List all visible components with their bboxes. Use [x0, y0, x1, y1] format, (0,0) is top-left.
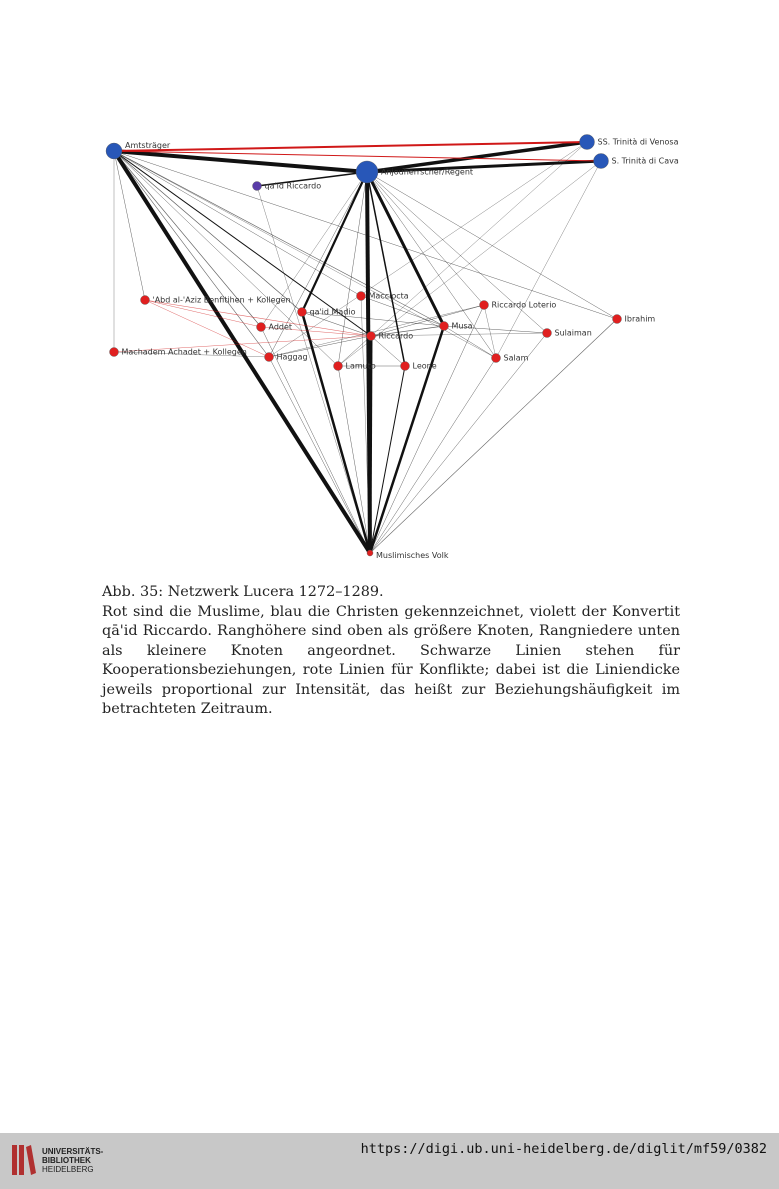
node-label-leone: Leone — [412, 361, 437, 371]
node-lamuto — [334, 362, 343, 371]
edge-anjou-qaid_madio — [302, 172, 367, 312]
node-label-qaid_madio: qa'id Madio — [309, 307, 356, 317]
node-label-muslimisches_volk: Muslimisches Volk — [376, 551, 449, 560]
node-musa — [440, 322, 449, 331]
node-label-ibrahim: Ibrahim — [624, 314, 656, 324]
edge-anjou-salam — [367, 172, 496, 358]
node-label-qaid_riccardo: qa'id Riccardo — [264, 181, 322, 191]
footer-bar — [0, 1133, 779, 1189]
node-venosa — [580, 135, 595, 150]
node-salam — [492, 354, 501, 363]
node-label-musa: Musa — [451, 321, 473, 331]
node-qaid_riccardo — [253, 182, 262, 191]
node-label-amtstraeger: Amtsträger — [125, 141, 171, 150]
node-label-cava: S. Trinità di Cava — [611, 156, 679, 166]
node-leone — [401, 362, 410, 371]
node-amtstraeger — [106, 143, 122, 159]
node-macciocta — [357, 292, 366, 301]
node-sulaiman — [543, 329, 552, 338]
edge-haggag-muslimisches_volk — [269, 357, 370, 553]
figure-caption — [102, 583, 680, 720]
node-label-riccardo_loterio: Riccardo Loterio — [491, 300, 557, 310]
node-label-machadem: Machadem Achadet + Kollegen — [121, 347, 247, 357]
node-label-lamuto: Lamuto — [345, 361, 376, 371]
library-logo-icon — [10, 1141, 36, 1179]
caption-body: Rot sind die Muslime, blau die Christen gekennzeichnet, violett der Konvertit qā'id Riccardo. Ranghöhere sind oben als größere Knoten, Rangniedere unten als kleinere Knoten angeordnet. Schwarze Linien stehen für Kooperationsbeziehungen, rote Linien für Konflikte; dabei ist die Liniendicke jeweils proportional zur Intensität, das heißt zur Beziehungshäufigkeit im betrachteten Zeitraum. — [102, 603, 680, 717]
node-label-abd_al_aziz: 'Abd al-'Aziz Benfitihen + Kollegen — [152, 295, 291, 305]
edge-salam-muslimisches_volk — [370, 358, 496, 553]
node-anjou — [356, 161, 378, 183]
node-riccardo_loterio — [480, 301, 489, 310]
caption-heading: Abb. 35: Netzwerk Lucera 1272–1289. — [102, 584, 384, 600]
node-qaid_madio — [298, 308, 307, 317]
edge-amtstraeger-macciocta — [114, 151, 361, 296]
node-label-haggag: Haggag — [276, 352, 308, 362]
node-label-riccardo: Riccardo — [378, 331, 414, 341]
edge-amtstraeger-anjou — [114, 151, 367, 172]
library-name — [42, 1147, 103, 1174]
edge-amtstraeger-qaid_madio — [114, 151, 302, 312]
edge-riccardo_loterio-muslimisches_volk — [370, 305, 484, 553]
library-name-line3: HEIDELBERG — [42, 1165, 94, 1174]
node-ibrahim — [613, 315, 622, 324]
edge-amtstraeger-venosa — [114, 142, 587, 151]
node-cava — [594, 154, 609, 169]
node-addet — [257, 323, 266, 332]
node-label-sulaiman: Sulaiman — [554, 328, 592, 338]
node-label-venosa: SS. Trinità di Venosa — [597, 137, 679, 147]
edge-anjou-musa — [367, 172, 444, 326]
library-name-line1: UNIVERSITÄTS- — [42, 1147, 104, 1156]
node-machadem — [110, 348, 119, 357]
edge-musa-muslimisches_volk — [370, 326, 444, 553]
node-riccardo — [367, 332, 376, 341]
node-abd_al_aziz — [141, 296, 150, 305]
edge-musa-salam — [444, 326, 496, 358]
digitization-url-link[interactable]: https://digi.ub.uni-heidelberg.de/diglit/mf59/0382 — [360, 1141, 767, 1157]
network-nodes — [106, 135, 679, 561]
edge-anjou-riccardo_loterio — [367, 172, 484, 305]
node-label-anjou: Anjouherrscher/Regent — [381, 167, 474, 177]
network-figure — [0, 0, 779, 580]
node-muslimisches_volk — [367, 550, 373, 556]
edge-riccardo_loterio-salam — [484, 305, 496, 358]
node-haggag — [265, 353, 274, 362]
node-label-macciocta: Macciocta — [368, 291, 409, 301]
edge-amtstraeger-haggag — [114, 151, 269, 357]
library-name-line2: BIBLIOTHEK — [42, 1156, 91, 1165]
node-label-addet: Addet — [268, 322, 293, 332]
node-label-salam: Salam — [503, 353, 529, 363]
